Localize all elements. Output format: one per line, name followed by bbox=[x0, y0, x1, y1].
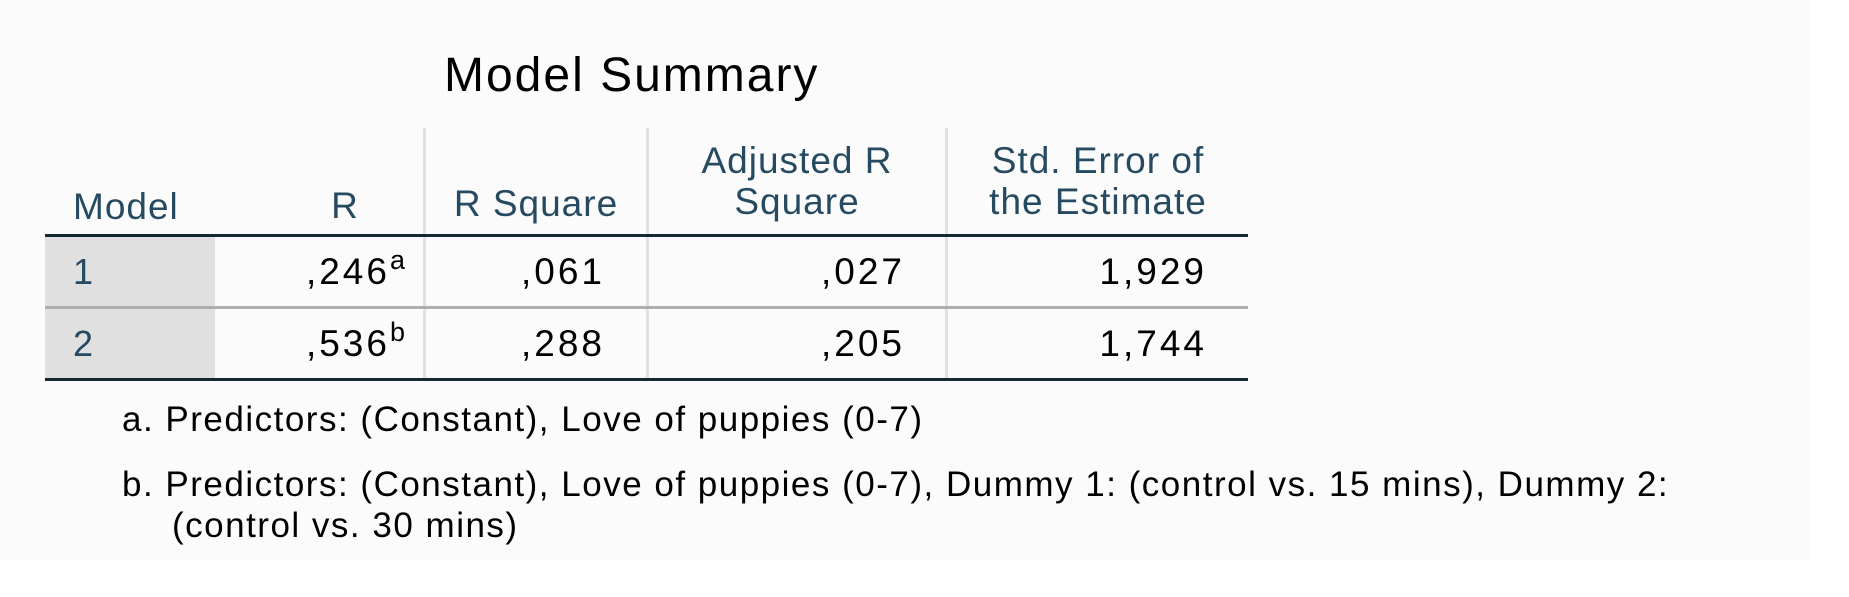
header-adjusted-r-square bbox=[649, 140, 945, 222]
row-label-model-1: 1 bbox=[73, 251, 95, 292]
cell-adjusted-r-square: ,205 bbox=[820, 323, 905, 364]
row-label-cell bbox=[45, 309, 215, 378]
footnote-marker-a: a bbox=[389, 245, 405, 275]
table-title: Model Summary bbox=[444, 49, 820, 102]
header-model: Model bbox=[73, 186, 179, 227]
header-r: R bbox=[331, 185, 359, 226]
header-std-error-line2: the Estimate bbox=[989, 181, 1207, 222]
table-bottom-border bbox=[45, 378, 1248, 381]
header-bottom-border bbox=[45, 234, 1248, 237]
footnote-b-line2: (control vs. 30 mins) bbox=[172, 506, 519, 545]
header-adjusted-r-square-line1: Adjusted R bbox=[701, 140, 893, 181]
footnote-a: a. Predictors: (Constant), Love of puppies (0-7) bbox=[122, 400, 924, 439]
row-label-model-2: 2 bbox=[73, 323, 95, 364]
header-std-error-line1: Std. Error of bbox=[991, 140, 1205, 181]
row-separator bbox=[45, 306, 1248, 309]
header-r-square: R Square bbox=[453, 183, 619, 224]
cell-std-error: 1,744 bbox=[1099, 323, 1207, 364]
cell-adjusted-r-square: ,027 bbox=[820, 251, 905, 292]
footnote-b-line1: b. Predictors: (Constant), Love of puppies (0-7), Dummy 1: (control vs. 15 mins), Dummy 2: bbox=[122, 465, 1670, 504]
cell-r-square: ,288 bbox=[520, 323, 605, 364]
header-std-error bbox=[948, 140, 1248, 222]
header-adjusted-r-square-line2: Square bbox=[734, 181, 860, 222]
cell-r bbox=[305, 245, 405, 293]
cell-std-error: 1,929 bbox=[1099, 251, 1207, 292]
cell-r-value: ,246 bbox=[305, 251, 390, 292]
cell-r bbox=[305, 317, 405, 365]
cell-r-value: ,536 bbox=[305, 323, 390, 364]
row-label-cell bbox=[45, 237, 215, 306]
cell-r-square: ,061 bbox=[520, 251, 605, 292]
footnote-marker-b: b bbox=[389, 317, 405, 347]
column-divider bbox=[423, 128, 426, 380]
